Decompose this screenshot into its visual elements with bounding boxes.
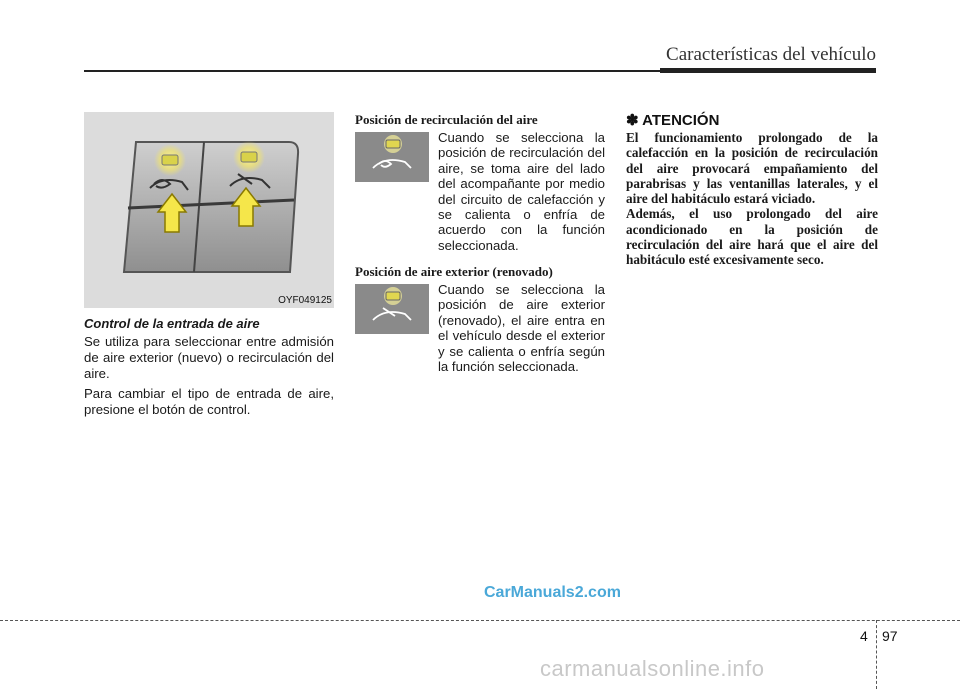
middle-column <box>355 112 605 410</box>
site-footer-link[interactable]: carmanualsonline.info <box>540 656 765 681</box>
fresh-air-button-thumbnail <box>355 284 429 334</box>
air-intake-buttons-illustration <box>84 112 334 308</box>
fresh-air-description: Cuando se selecciona la posición de aire exterior (renovado), el aire entra en el vehículo desde el exterior y se calienta o enfría según la función seleccionada. <box>438 282 605 375</box>
recirculation-item <box>355 130 605 258</box>
indicator-lamp-icon <box>154 144 186 176</box>
attention-paragraph: El funcionamiento prolongado de la calefacción en la posición de recirculación del aire provocará empañamiento del parabrisas y las ventanillas laterales, y el aire del habitáculo estará viciado. <box>626 130 878 207</box>
right-column <box>626 112 878 268</box>
chapter-number: 4 <box>860 628 868 644</box>
left-column <box>84 112 334 422</box>
recirculation-icon <box>373 160 411 168</box>
fresh-air-item <box>355 282 605 410</box>
body-paragraph: Para cambiar el tipo de entrada de aire, presione el botón de control. <box>84 386 334 417</box>
attention-title: ✽ ATENCIÓN <box>626 112 720 129</box>
control-panel-figure <box>84 112 334 308</box>
figure-code: OYF049125 <box>278 295 332 306</box>
body-paragraph: Se utiliza para seleccionar entre admisión de aire exterior (nuevo) o recirculación del aire. <box>84 334 334 381</box>
footer-divider <box>876 620 877 689</box>
indicator-lamp-icon <box>233 141 265 173</box>
page-number: 97 <box>882 628 898 644</box>
figure-caption: Control de la entrada de aire <box>84 316 260 331</box>
attention-paragraph: Además, el uso prolongado del aire acondicionado en la posición de recirculación del aire hará que el aire del habitáculo esté excesivamente seco. <box>626 206 878 268</box>
watermark-link[interactable]: CarManuals2.com <box>484 584 621 601</box>
running-header: Características del vehículo <box>666 44 876 65</box>
header-rule-accent <box>660 68 876 73</box>
section-heading-fresh-air: Posición de aire exterior (renovado) <box>355 264 553 279</box>
section-heading-recirculation: Posición de recirculación del aire <box>355 112 538 127</box>
recirculation-button-thumbnail <box>355 132 429 182</box>
recirculation-description: Cuando se selecciona la posición de recirculación del aire, se toma aire del lado del acompañante por medio del circuito de calefacción y se calienta o enfría de acuerdo con la función seleccionada. <box>438 130 605 253</box>
fresh-air-icon <box>373 308 411 320</box>
footer-rule <box>0 620 960 621</box>
